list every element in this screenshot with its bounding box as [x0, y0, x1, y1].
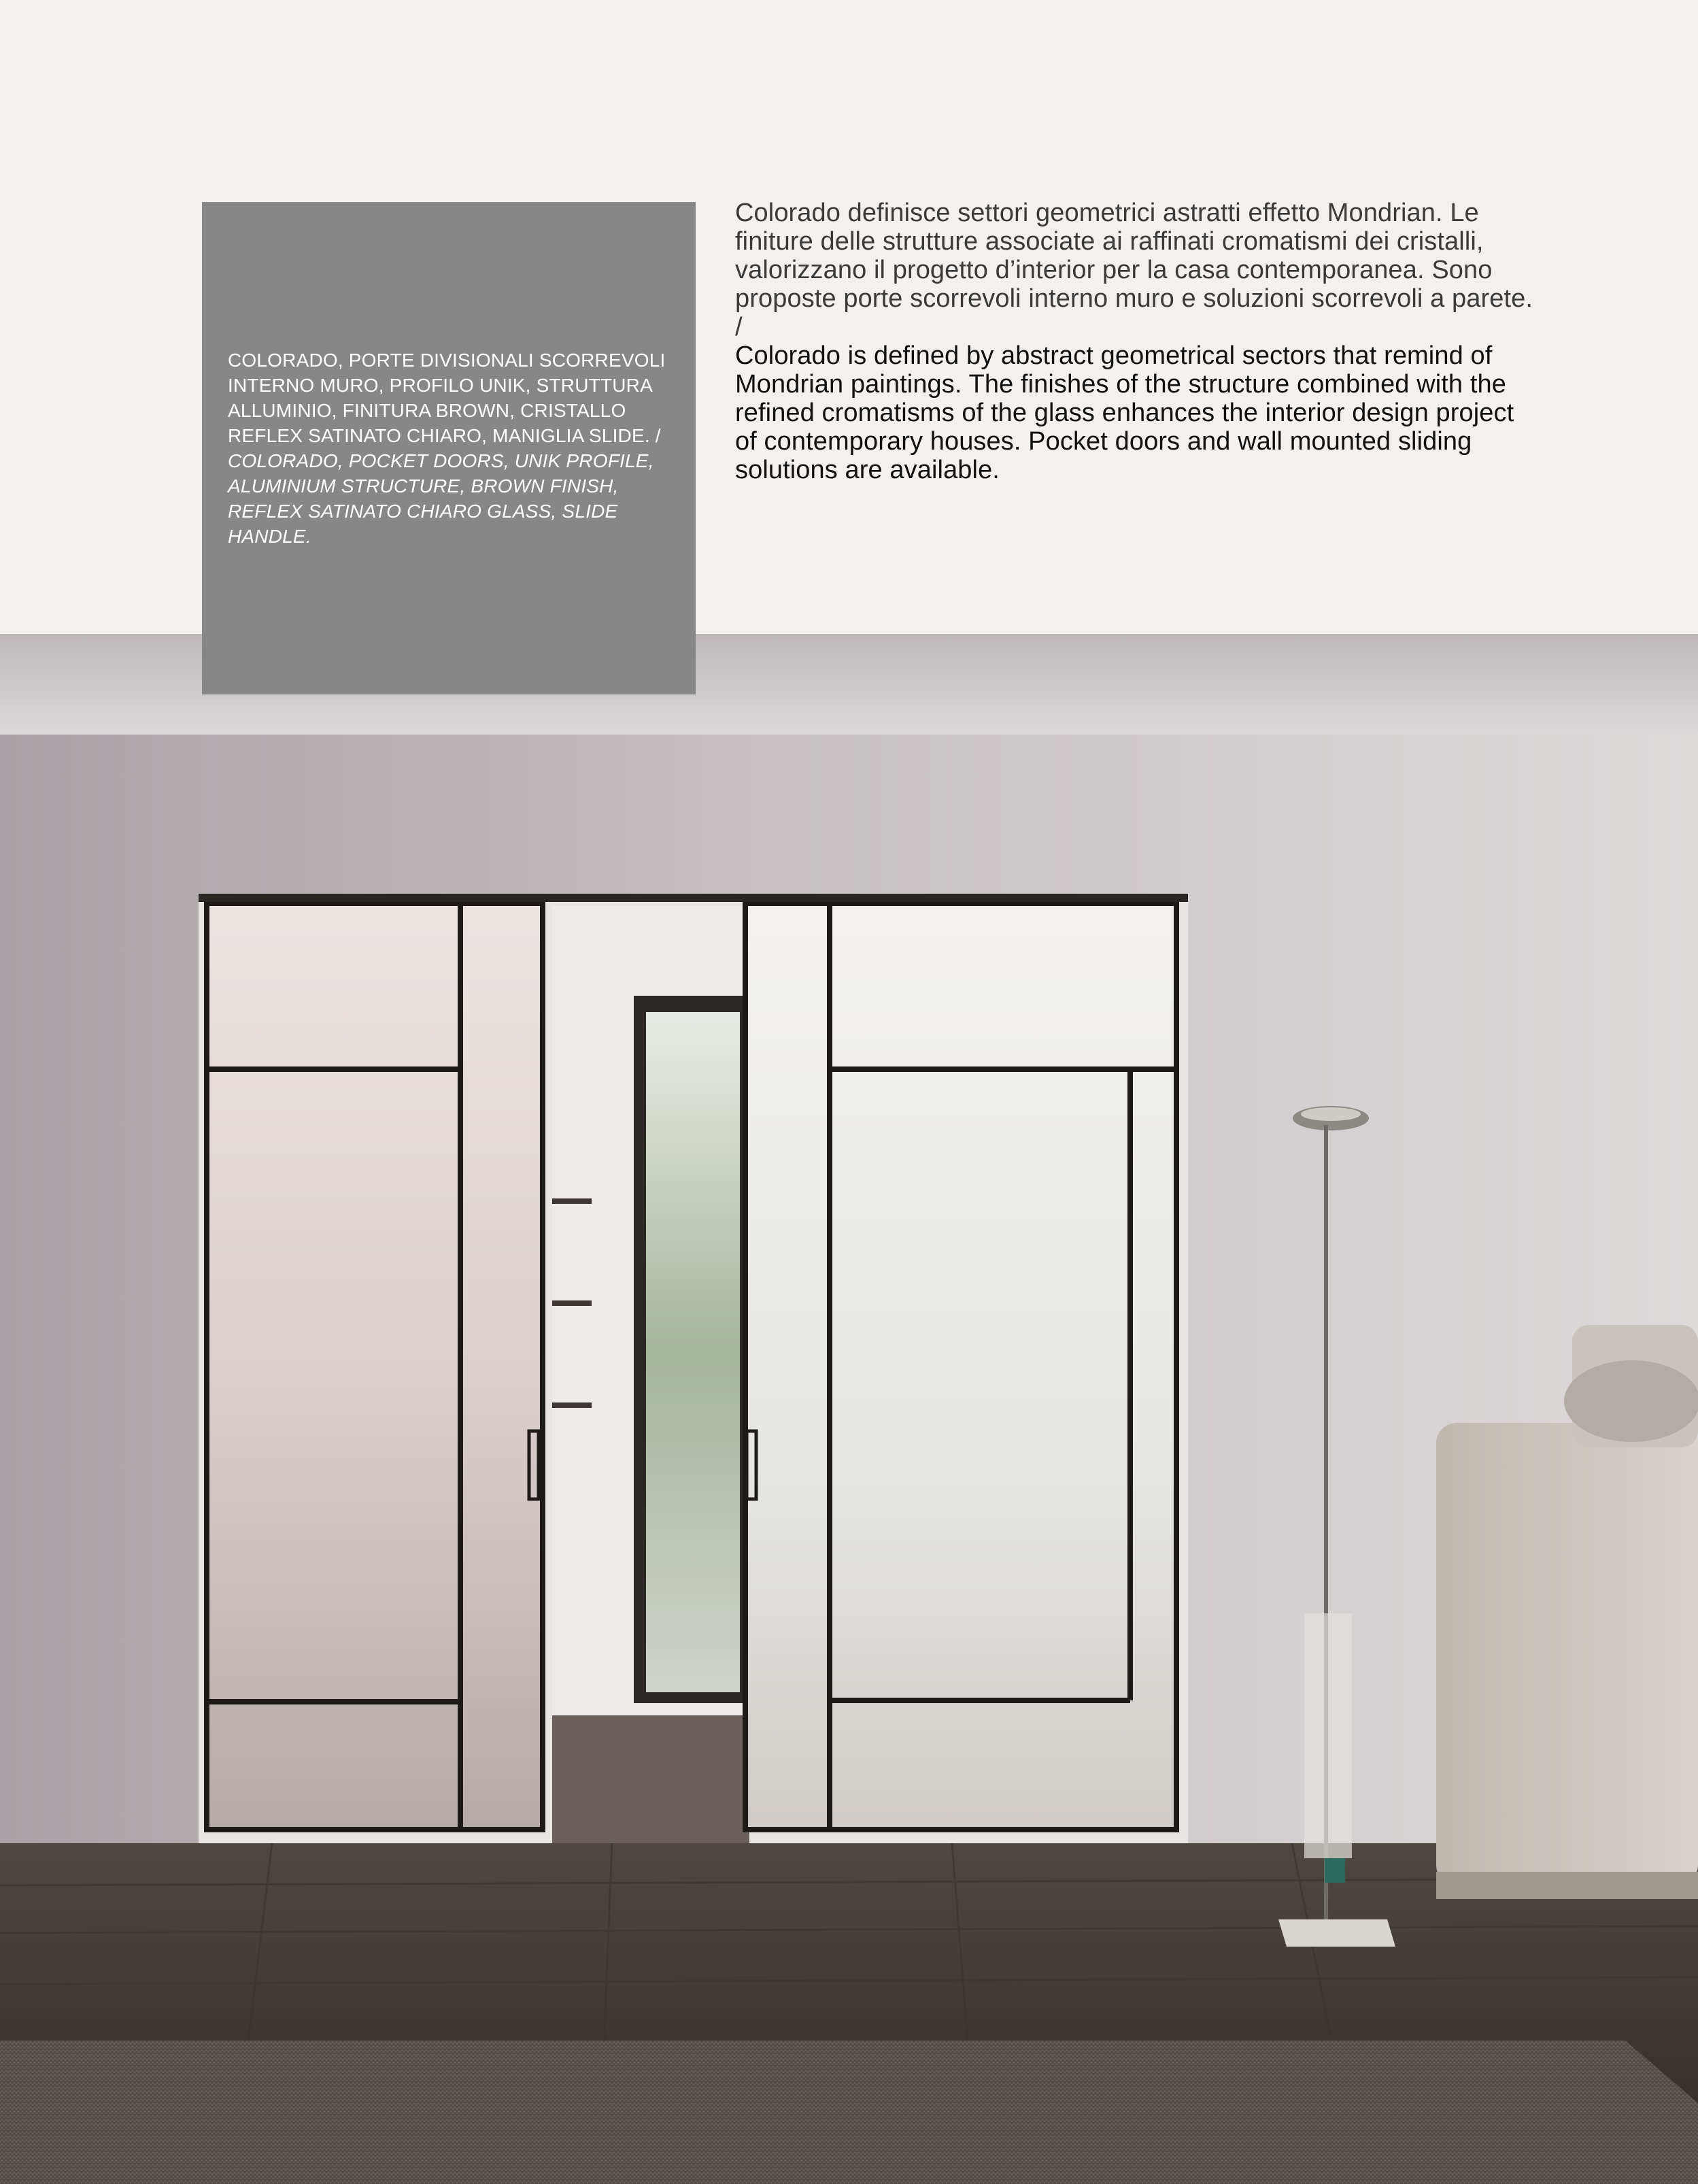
intro-english: Colorado is defined by abstract geometrical sectors that remind of Mondrian paintings. The finishes of the structure combined with the refined cromatisms of the glass enhances the interior design project of contemporary houses. Pocket doors and wall mounted sliding solutions are available. — [735, 341, 1514, 484]
caption-italian: COLORADO, PORTE DIVISIONALI SCORREVOLI INTERNO MURO, PROFILO UNIK, STRUTTURA ALLUMINIO, FINITURA BROWN, CRISTALLO REFLEX SATINATO CHIARO, MANIGLIA SLIDE. / — [228, 350, 666, 446]
caption-english: COLORADO, POCKET DOORS, UNIK PROFILE, ALUMINIUM STRUCTURE, BROWN FINISH, REFLEX SATINATO CHIARO GLASS, SLIDE HANDLE. — [228, 450, 654, 547]
caption-box — [202, 202, 696, 694]
intro-italian: Colorado definisce settori geometrici astratti effetto Mondrian. Le finiture delle strutture associate ai raffinati cromatismi dei cristalli, valorizzano il progetto d’interior per la casa contemporanea. Sono proposte porte scorrevoli interno muro e soluzioni scorrevoli a parete. / — [735, 199, 1533, 341]
intro-text — [735, 199, 1538, 484]
interior-scene-illustration — [0, 634, 1698, 2184]
product-photo — [0, 634, 1698, 2184]
